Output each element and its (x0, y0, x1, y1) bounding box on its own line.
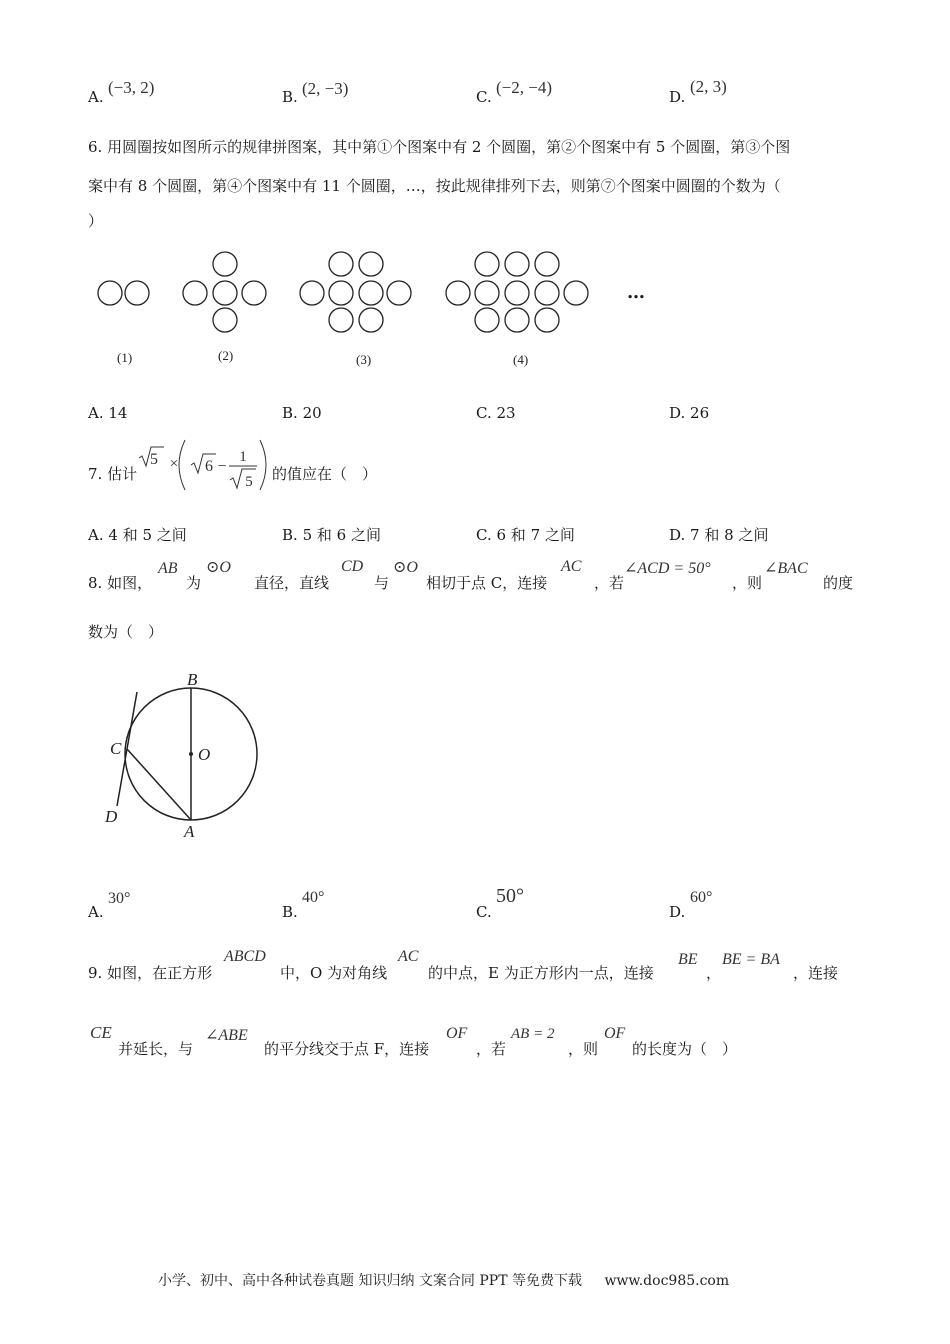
q8-math-circle-o-2: ⊙O (393, 559, 418, 576)
q8-math-cd: CD (341, 558, 364, 575)
q9-math-ab-eq-2: AB = 2 (511, 1026, 555, 1042)
q8-text-3: 直径，直线 (254, 574, 330, 592)
q9-text-8: ，若 (476, 1040, 507, 1058)
q9-math-ce: CE (90, 1023, 112, 1042)
q7-option-d: D. 7 和 8 之间 (669, 526, 769, 544)
q8-text-6: ，若 (594, 574, 625, 592)
q7-suffix: 的值应在（ ） (272, 465, 378, 483)
q6-circle-patterns-figure (88, 245, 668, 375)
q8-text-5: 相切于点 C，连接 (426, 574, 548, 592)
q8-point-a: A (184, 822, 195, 841)
q5-option-a-value: (−3, 2) (108, 78, 155, 97)
q6-option-d: D. 26 (669, 404, 710, 422)
q9-math-of-2: OF (604, 1025, 626, 1042)
q8-option-d-value: 60° (690, 889, 713, 906)
q6-pattern-4 (446, 252, 588, 332)
q8-text-4: 与 (374, 574, 390, 592)
q9-text-3: 的中点，E 为正方形内一点，连接 (428, 964, 654, 982)
q5-option-c-value: (−2, −4) (496, 78, 552, 97)
q9-text-9: ，则 (568, 1040, 599, 1058)
q9-text-10: 的长度为（ ） (632, 1040, 738, 1058)
footer-url[interactable]: www.doc985.com (604, 1273, 730, 1289)
q8-math-angle-acd: ∠ACD = 50° (624, 560, 711, 577)
q8-option-a-value: 30° (108, 890, 131, 907)
q8-point-d: D (105, 807, 118, 826)
q9-text-2: 中，O 为对角线 (280, 964, 388, 982)
q8-option-c-label: C. (476, 903, 492, 921)
q7-radicand-a: 5 (150, 451, 158, 468)
q5-option-d-value: (2, 3) (690, 77, 727, 96)
q8-math-ab: AB (158, 560, 178, 577)
q5-option-d-label: D. (669, 88, 686, 106)
q6-text-line2: 案中有 8 个圆圈，第④个图案中有 11 个圆圈，…，按此规律排列下去，则第⑦个图案中圆圈的个数为（ (88, 177, 781, 195)
q7-denominator: 5 (245, 474, 253, 490)
q7-numerator: 1 (239, 449, 247, 465)
q9-text-5: ，连接 (793, 964, 839, 982)
q8-chord-ac (127, 749, 191, 820)
q7-option-b: B. 5 和 6 之间 (282, 526, 381, 544)
q9-math-ac: AC (398, 948, 419, 965)
q6-pattern-2 (183, 252, 266, 332)
q9-text-1: 9. 如图，在正方形 (88, 964, 213, 982)
q8-option-d-label: D. (669, 903, 686, 921)
q5-option-b-value: (2, −3) (302, 79, 349, 98)
q6-figure-label-4: (4) (513, 352, 529, 367)
q6-text-line3: ） (88, 212, 104, 230)
q9-text-7: 的平分线交于点 F，连接 (264, 1040, 430, 1058)
q7-option-a: A. 4 和 5 之间 (88, 526, 187, 544)
q8-text-2: 为 (186, 574, 202, 592)
q8-point-b: B (187, 670, 198, 689)
q8-math-circle-o: ⊙O (206, 559, 231, 576)
q6-option-a: A. 14 (88, 404, 128, 422)
q9-math-of: OF (446, 1025, 468, 1042)
q8-text-7: ，则 (732, 574, 763, 592)
q9-text-4: ， (706, 964, 722, 982)
q8-math-ac: AC (561, 558, 582, 575)
q6-option-c: C. 23 (476, 404, 516, 422)
q5-option-a-label: A. (88, 88, 104, 106)
q8-point-c: C (110, 739, 122, 758)
q8-point-o: O (198, 745, 211, 764)
q8-circle-figure (95, 665, 270, 845)
q8-text-1: 8. 如图， (88, 574, 153, 592)
q9-math-abcd: ABCD (224, 948, 266, 965)
q8-text-line2: 数为（ ） (88, 623, 164, 641)
q9-math-angle-abe: ∠ABE (205, 1027, 248, 1044)
q6-ellipsis: … (627, 282, 645, 303)
q5-option-b-label: B. (282, 88, 298, 106)
footer (158, 1270, 729, 1290)
q8-math-angle-bac: ∠BAC (764, 560, 808, 577)
q9-math-be-eq-ba: BE = BA (722, 951, 780, 968)
q9-text-6: 并延长，与 (118, 1040, 194, 1058)
q6-text-line1: 6. 用圆圈按如图所示的规律拼图案，其中第①个图案中有 2 个圆圈，第②个图案中有 5 个圆圈，第③个图 (88, 138, 791, 156)
q7-expression (136, 436, 270, 494)
q6-figure-label-1: (1) (117, 350, 133, 365)
q7-option-c: C. 6 和 7 之间 (476, 526, 575, 544)
q5-option-c-label: C. (476, 88, 492, 106)
q6-figure-label-2: (2) (218, 348, 234, 363)
q6-pattern-1 (98, 281, 149, 305)
q8-text-8: 的度 (823, 574, 854, 592)
svg-text:−: − (217, 458, 227, 475)
q8-option-a-label: A. (88, 903, 104, 921)
q8-option-b-label: B. (282, 903, 298, 921)
q7-prefix: 7. 估计 (88, 465, 138, 483)
q8-option-c-value: 50° (496, 885, 524, 907)
q9-math-be: BE (678, 951, 698, 968)
footer-text: 小学、初中、高中各种试卷真题 知识归纳 文案合同 PPT 等免费下载 (158, 1273, 582, 1289)
q7-radicand-b: 6 (205, 458, 213, 475)
q6-pattern-3 (300, 252, 411, 332)
q8-center-dot (189, 752, 193, 756)
q8-option-b-value: 40° (302, 889, 325, 906)
q6-figure-label-3: (3) (356, 352, 372, 367)
q6-option-b: B. 20 (282, 404, 322, 422)
svg-text:×: × (169, 456, 179, 472)
